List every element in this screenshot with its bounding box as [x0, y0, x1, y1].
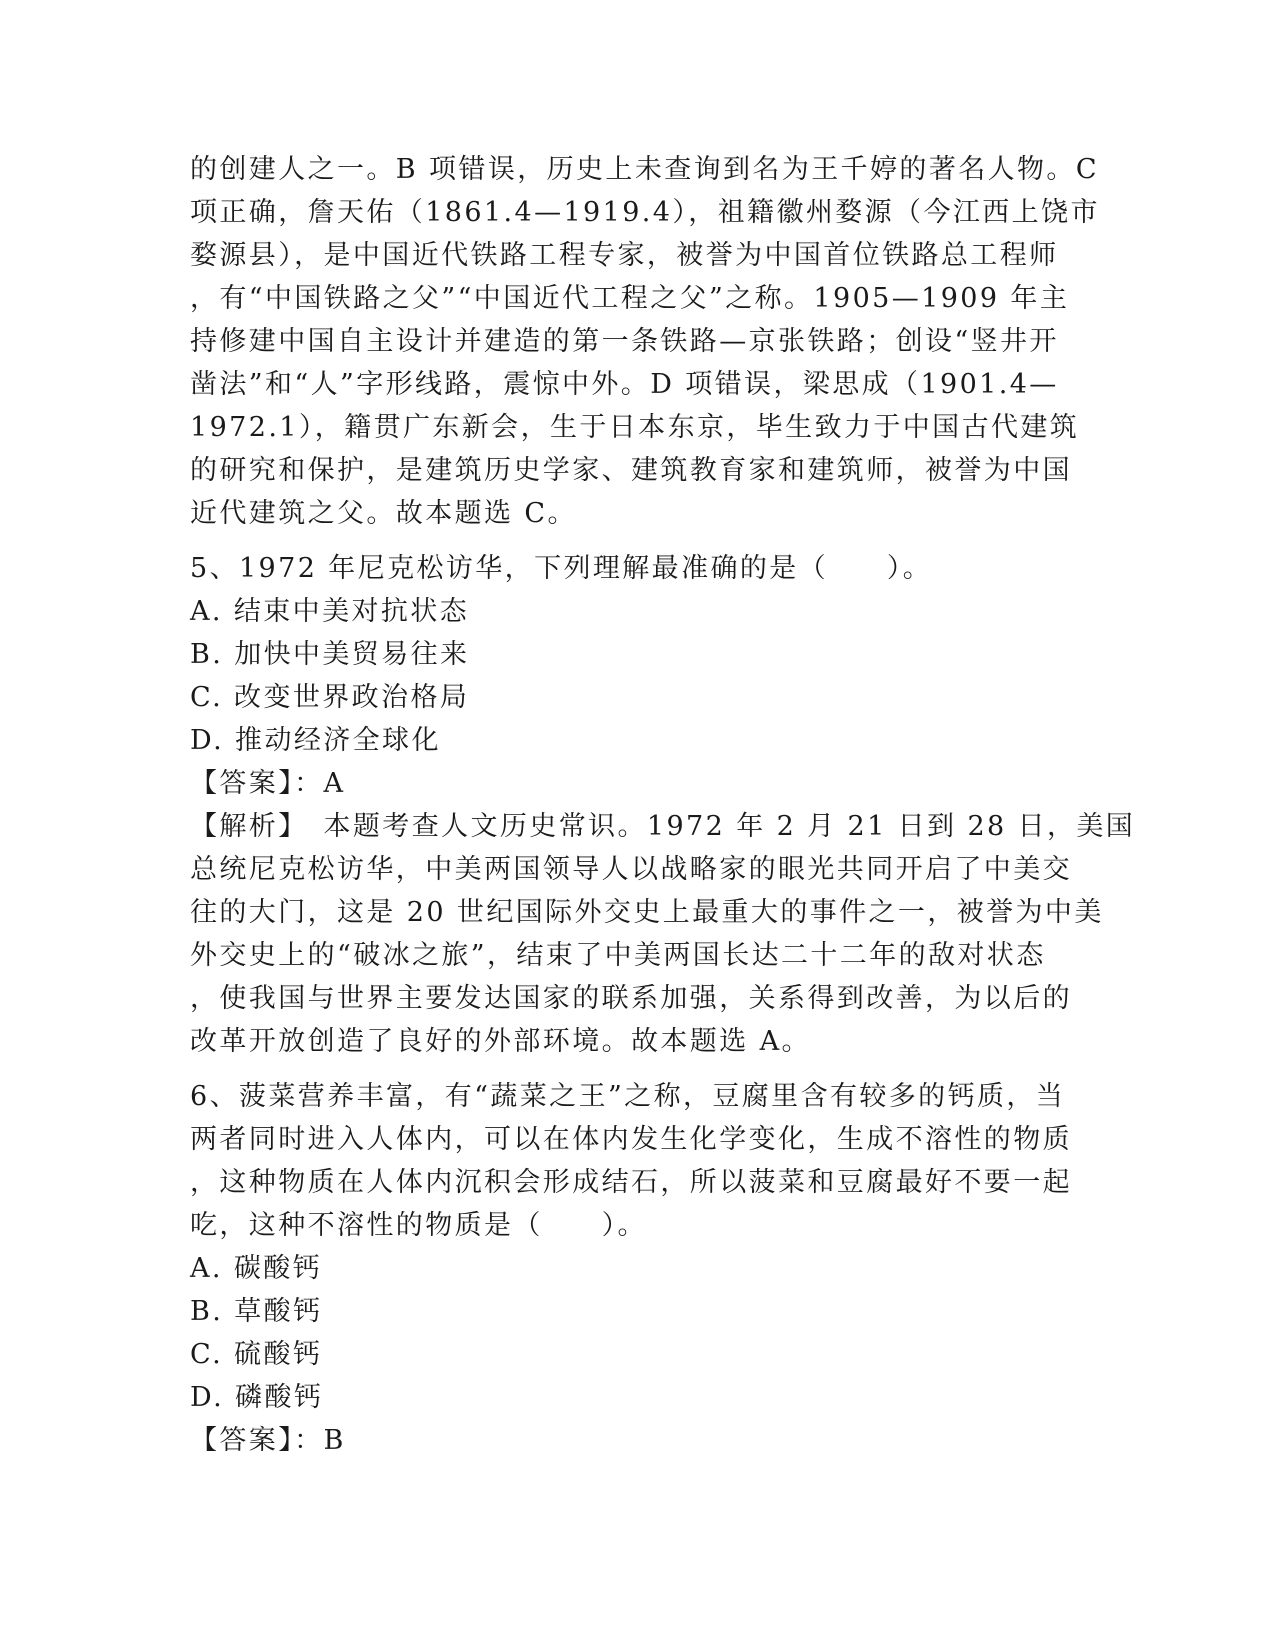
option-d: D. 推动经济全球化: [190, 725, 441, 756]
text-line: 的研究和保护，是建筑历史学家、建筑教育家和建筑师，被誉为中国: [190, 455, 1072, 486]
answer-line: 【答案】：A: [190, 768, 346, 799]
spacer: [190, 1063, 1090, 1075]
text-line: 1972.1），籍贯广东新会，生于日本东京，毕生致力于中国古代建筑: [190, 412, 1080, 443]
option-b: B. 草酸钙: [190, 1296, 323, 1327]
analysis-line: 改革开放创造了良好的外部环境。故本题选 A。: [190, 1026, 811, 1057]
question-6: [190, 1075, 1090, 1462]
question-stem: 两者同时进入人体内，可以在体内发生化学变化，生成不溶性的物质: [190, 1124, 1072, 1155]
text-line: 近代建筑之父。故本题选 C。: [190, 498, 577, 529]
text-line: 凿法”和“人”字形线路，震惊中外。D 项错误，梁思成（1901.4—: [190, 369, 1059, 400]
document-page: [190, 148, 1136, 1462]
question-stem: ，这种物质在人体内沉积会形成结石，所以菠菜和豆腐最好不要一起: [190, 1167, 1072, 1198]
text-line: 项正确，詹天佑（1861.4—1919.4），祖籍徽州婺源（今江西上饶市: [190, 197, 1100, 228]
answer-line: 【答案】：B: [190, 1425, 346, 1456]
question-stem: 5、1972 年尼克松访华，下列理解最准确的是（ ）。: [190, 553, 933, 584]
analysis-line: 总统尼克松访华，中美两国领导人以战略家的眼光共同开启了中美交: [190, 854, 1072, 885]
text-line: 婺源县），是中国近代铁路工程专家，被誉为中国首位铁路总工程师: [190, 240, 1059, 271]
text-line: ，有“中国铁路之父”“中国近代工程之父”之称。1905—1909 年主: [190, 283, 1070, 314]
analysis-line: 往的大门，这是 20 世纪国际外交史上最重大的事件之一，被誉为中美: [190, 897, 1104, 928]
option-c: C. 改变世界政治格局: [190, 682, 470, 713]
option-b: B. 加快中美贸易往来: [190, 639, 470, 670]
option-d: D. 磷酸钙: [190, 1382, 324, 1413]
question-stem: 吃，这种不溶性的物质是（ ）。: [190, 1210, 647, 1241]
option-c: C. 硫酸钙: [190, 1339, 323, 1370]
text-line: 持修建中国自主设计并建造的第一条铁路—京张铁路；创设“竖井开: [190, 326, 1059, 357]
previous-analysis-continuation: [190, 148, 1100, 535]
spacer: [190, 535, 1090, 547]
option-a: A. 结束中美对抗状态: [190, 596, 470, 627]
question-5: [190, 547, 1136, 1063]
question-stem: 6、菠菜营养丰富，有“蔬菜之王”之称，豆腐里含有较多的钙质，当: [190, 1081, 1066, 1112]
analysis-line: ，使我国与世界主要发达国家的联系加强，关系得到改善，为以后的: [190, 983, 1072, 1014]
analysis-line: 【解析】 本题考查人文历史常识。1972 年 2 月 21 日到 28 日，美国: [190, 811, 1136, 842]
text-line: 的创建人之一。B 项错误，历史上未查询到名为王千婷的著名人物。C: [190, 154, 1099, 185]
option-a: A. 碳酸钙: [190, 1253, 323, 1284]
analysis-line: 外交史上的“破冰之旅”，结束了中美两国长达二十二年的敌对状态: [190, 940, 1046, 971]
